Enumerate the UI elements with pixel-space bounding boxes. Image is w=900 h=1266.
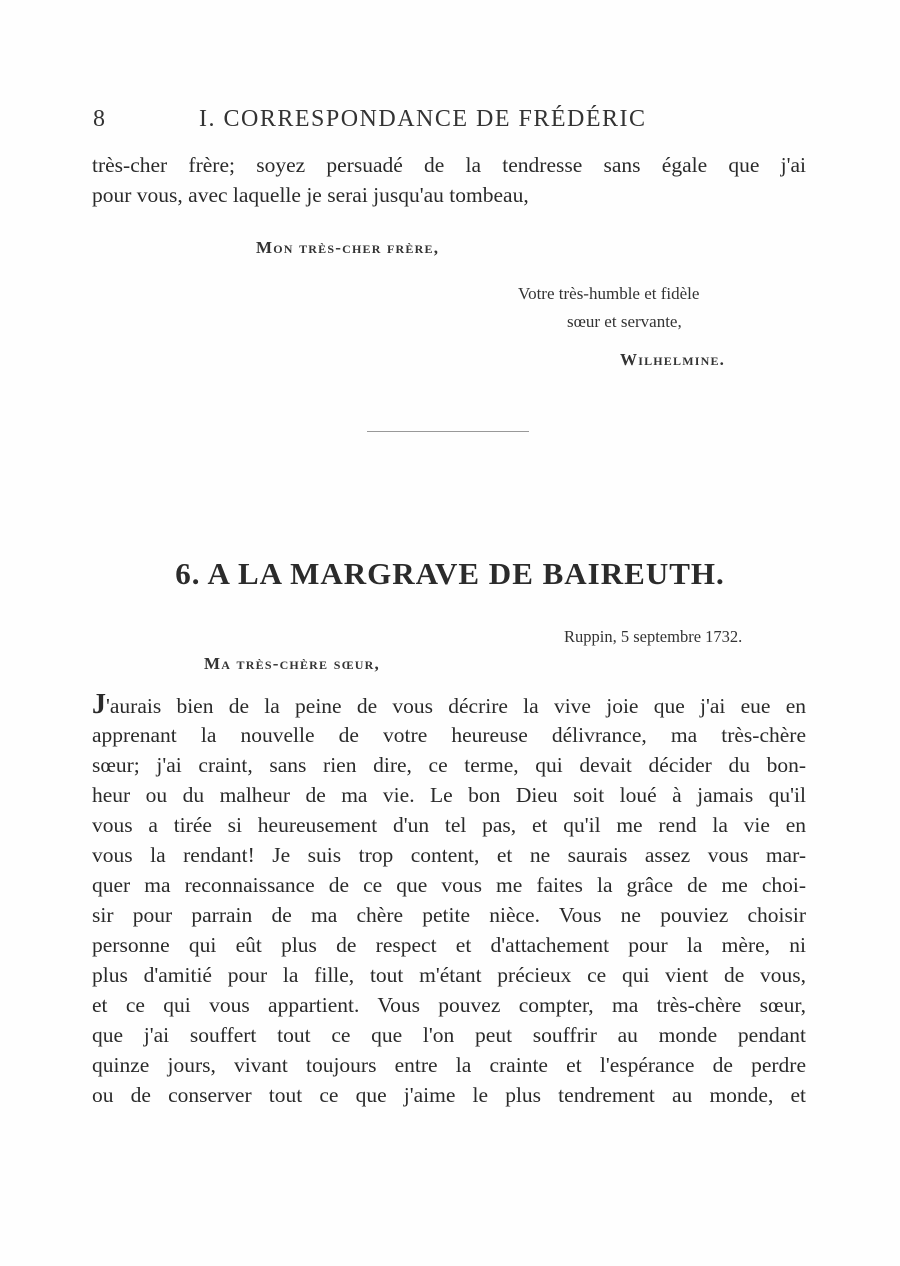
closing-line: Votre très-humble et fidèle — [518, 284, 700, 303]
text-line: que j'ai souffert tout ce que l'on peut souffrir au monde pendant — [92, 1023, 806, 1047]
text-line: quinze jours, vivant toujours entre la crainte et l'espérance de perdre — [92, 1053, 806, 1077]
closing-line: sœur et servante, — [567, 312, 682, 331]
text-line: et ce qui vous appartient. Vous pouvez compter, ma très-chère sœur, — [92, 993, 806, 1017]
letter-body — [92, 690, 806, 1110]
text-line: vous a tirée si heureusement d'un tel pas, et qu'il me rend la vie en — [92, 813, 806, 837]
section-divider — [367, 431, 529, 432]
drop-letter: J — [92, 689, 106, 720]
letter-title: 6. A LA MARGRAVE DE BAIREUTH. — [175, 556, 725, 591]
text-line: ou de conserver tout ce que j'aime le plus tendrement au monde, et — [92, 1083, 806, 1107]
text-line: quer ma reconnaissance de ce que vous me faites la grâce de me choi- — [92, 873, 806, 897]
text-line: pour vous, avec laquelle je serai jusqu'au tombeau, — [92, 183, 529, 207]
text-line: personne qui eût plus de respect et d'attachement pour la mère, ni — [92, 933, 806, 957]
text-line: apprenant la nouvelle de votre heureuse délivrance, ma très-chère — [92, 723, 806, 747]
previous-letter-body — [92, 150, 806, 210]
signature: Wilhelmine. — [620, 350, 726, 369]
text-line: sir pour parrain de ma chère petite nièce. Vous ne pouviez choisir — [92, 903, 806, 927]
text-line: plus d'amitié pour la fille, tout m'étant précieux ce qui vient de vous, — [92, 963, 806, 987]
text-line: heur ou du malheur de ma vie. Le bon Dieu soit loué à jamais qu'il — [92, 783, 806, 807]
dateline: Ruppin, 5 septembre 1732. — [564, 627, 743, 646]
letter-salutation: Ma très-chère sœur, — [204, 654, 380, 673]
first-line-text: 'aurais bien de la peine de vous décrire la vive joie que j'ai eue en — [106, 694, 806, 718]
text-line-first — [92, 690, 806, 720]
closing-salutation: Mon très-cher frère, — [256, 238, 440, 257]
page-number: 8 — [93, 106, 106, 132]
text-line: très-cher frère; soyez persuadé de la tendresse sans égale que j'ai — [92, 153, 806, 177]
text-line: vous la rendant! Je suis trop content, et ne saurais assez vous mar- — [92, 843, 806, 867]
text-line: sœur; j'ai craint, sans rien dire, ce terme, qui devait décider du bon- — [92, 753, 806, 777]
running-title: I. CORRESPONDANCE DE FRÉDÉRIC — [199, 106, 647, 132]
